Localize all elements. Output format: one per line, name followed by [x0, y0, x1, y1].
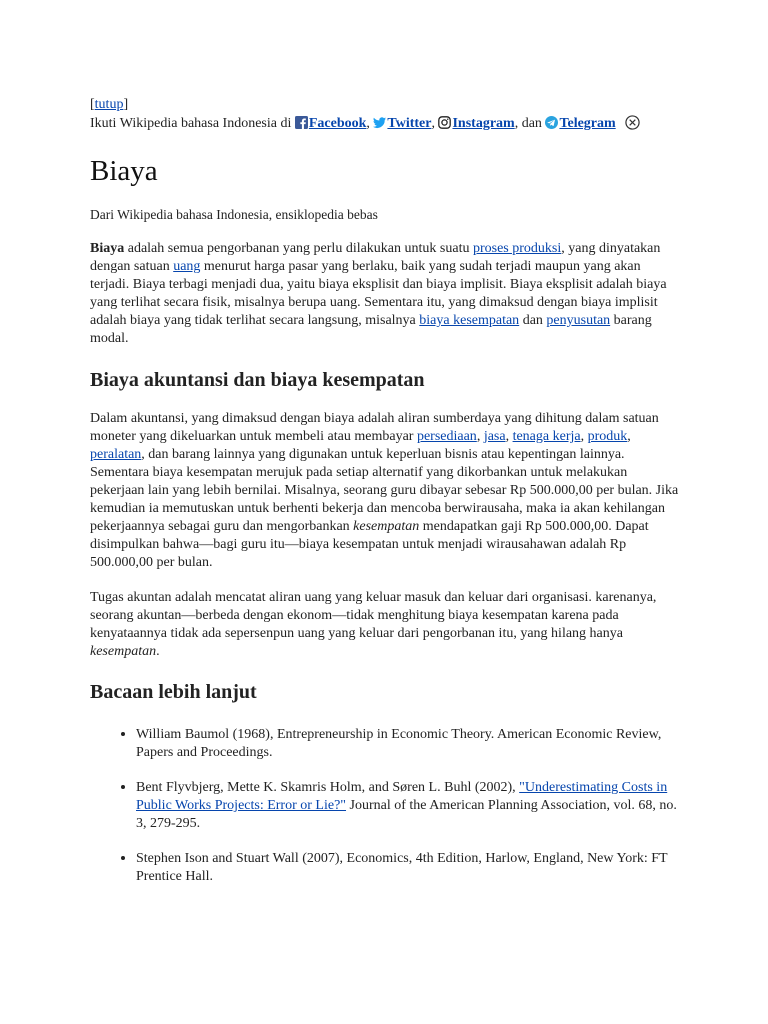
- section1-paragraph-2: [90, 589, 680, 661]
- banner-follow-row: [90, 114, 680, 133]
- instagram-link[interactable]: [438, 116, 514, 131]
- intro-text-1: adalah semua pengorbanan yang perlu dilakukan untuk suatu: [124, 241, 473, 256]
- facebook-label: Facebook: [308, 116, 367, 131]
- twitter-icon: [373, 116, 386, 129]
- link-biaya-kesempatan[interactable]: biaya kesempatan: [419, 313, 520, 328]
- list-item: [136, 778, 680, 833]
- comma-1: ,: [366, 116, 370, 131]
- close-banner-link[interactable]: tutup: [94, 97, 124, 112]
- follow-text: Ikuti Wikipedia bahasa Indonesia di: [90, 116, 292, 131]
- twitter-label: Twitter: [387, 116, 432, 131]
- section1-paragraph-1: [90, 410, 680, 572]
- section-heading-biaya-akuntansi: Biaya akuntansi dan biaya kesempatan: [90, 369, 425, 391]
- link-penyusutan[interactable]: penyusutan: [546, 313, 611, 328]
- intro-text-3: menurut harga pasar yang berlaku, baik yang sudah terjadi maupun yang akan terjadi. Biaya terbagi menjadi dua, yaitu biaya eksplisit dan biaya implisit. Biaya eksplisit adalah biaya yang terlihat secara fisik, misalnya berupa uang. Sementara itu, yang dimaksud dengan biaya implisit adalah biaya yang tidak terlihat secara langsung, misalnya: [90, 259, 667, 328]
- s1p2-italic: kesempatan: [90, 644, 157, 659]
- telegram-icon: [545, 116, 558, 129]
- intro-paragraph: [90, 240, 680, 348]
- reading-list: [90, 725, 680, 902]
- s1p1-text-3: mendapatkan gaji Rp 500.000,00. Dapat disimpulkan bahwa—bagi guru itu—biaya kesempatan untuk menjadi wirausahawan adalah Rp 500.000,00 per bulan.: [90, 519, 649, 570]
- close-bracket: ]: [123, 97, 129, 112]
- social-banner: [90, 95, 680, 133]
- s1p2-text-1: Tugas akuntan adalah mencatat aliran uang yang keluar masuk dan keluar dari organisasi. karenanya, seorang akuntan—berbeda dengan ekonom—tidak menghitung biaya kesempatan karena pada kenyataannya tidak ada sepersenpun uang yang keluar dari pengorbanan itu, yang hilang hanya: [90, 590, 657, 641]
- page-title: Biaya: [90, 155, 158, 187]
- facebook-link[interactable]: [295, 116, 367, 131]
- intro-text-2: , yang dinyatakan dengan satuan: [90, 241, 661, 274]
- page-tagline: Dari Wikipedia bahasa Indonesia, ensiklopedia bebas: [90, 207, 378, 222]
- link-produk[interactable]: produk: [587, 429, 628, 444]
- and-text: , dan: [514, 116, 542, 131]
- intro-bold-term: Biaya: [90, 241, 125, 256]
- s1p1-italic: kesempatan: [353, 519, 420, 534]
- s1p1-text-2: , dan barang lainnya yang digunakan untuk keperluan bisnis atau kepentingan lainnya. Sementara biaya kesempatan merujuk pada setiap alternatif yang dikorbankan untuk melakukan pekerjaan lain yang lebih bernilai. Misalnya, seorang guru dibayar sebesar Rp 500.000,00 per bulan. Jika kemudian ia memutuskan untuk berhenti bekerja dan mencoba berwirausaha, maka ia akan kehilangan pekerjaannya sebagai guru dan mengorbankan: [90, 447, 679, 534]
- twitter-link[interactable]: [373, 116, 431, 131]
- s1p1-comma-3: ,: [580, 429, 588, 444]
- reference-text: William Baumol (1968), Entrepreneurship in Economic Theory. American Economic Review, Papers and Proceedings.: [136, 727, 662, 760]
- instagram-icon: [438, 116, 451, 129]
- close-circle-icon[interactable]: [625, 115, 640, 130]
- comma-2: ,: [431, 116, 435, 131]
- open-bracket: [: [90, 97, 95, 112]
- link-tenaga-kerja[interactable]: tenaga kerja: [512, 429, 581, 444]
- banner-close-row: [90, 95, 680, 114]
- link-uang[interactable]: uang: [173, 259, 201, 274]
- telegram-label: Telegram: [559, 116, 616, 131]
- link-proses-produksi[interactable]: proses produksi: [472, 241, 562, 256]
- s1p1-comma-2: ,: [505, 429, 513, 444]
- s1p1-comma-1: ,: [476, 429, 484, 444]
- s1p2-text-2: .: [156, 644, 160, 659]
- reference-text: Stephen Ison and Stuart Wall (2007), Economics, 4th Edition, Harlow, England, New York: FT Prentice Hall.: [136, 851, 668, 884]
- link-jasa[interactable]: jasa: [483, 429, 506, 444]
- reference-text-pre: Bent Flyvbjerg, Mette K. Skamris Holm, and Søren L. Buhl (2002),: [136, 780, 520, 795]
- s1p1-text-1: Dalam akuntansi, yang dimaksud dengan biaya adalah aliran sumberdaya yang dihitung dalam satuan moneter yang dikeluarkan untuk membeli atau membayar: [90, 411, 659, 444]
- telegram-link[interactable]: [545, 116, 615, 131]
- instagram-label: Instagram: [452, 116, 515, 131]
- link-persediaan[interactable]: persediaan: [416, 429, 477, 444]
- list-item: [136, 725, 680, 762]
- facebook-icon: [295, 116, 308, 129]
- intro-text-4: dan: [519, 313, 547, 328]
- intro-text-5: barang modal.: [90, 313, 652, 346]
- link-peralatan[interactable]: peralatan: [90, 447, 142, 462]
- reference-text-post: Journal of the American Planning Association, vol. 68, no. 3, 279-295.: [136, 798, 677, 831]
- reference-external-link[interactable]: "Underestimating Costs in Public Works Projects: Error or Lie?": [136, 780, 668, 813]
- list-item: [136, 849, 680, 886]
- s1p1-comma-4: ,: [627, 429, 631, 444]
- section-heading-bacaan: Bacaan lebih lanjut: [90, 681, 257, 703]
